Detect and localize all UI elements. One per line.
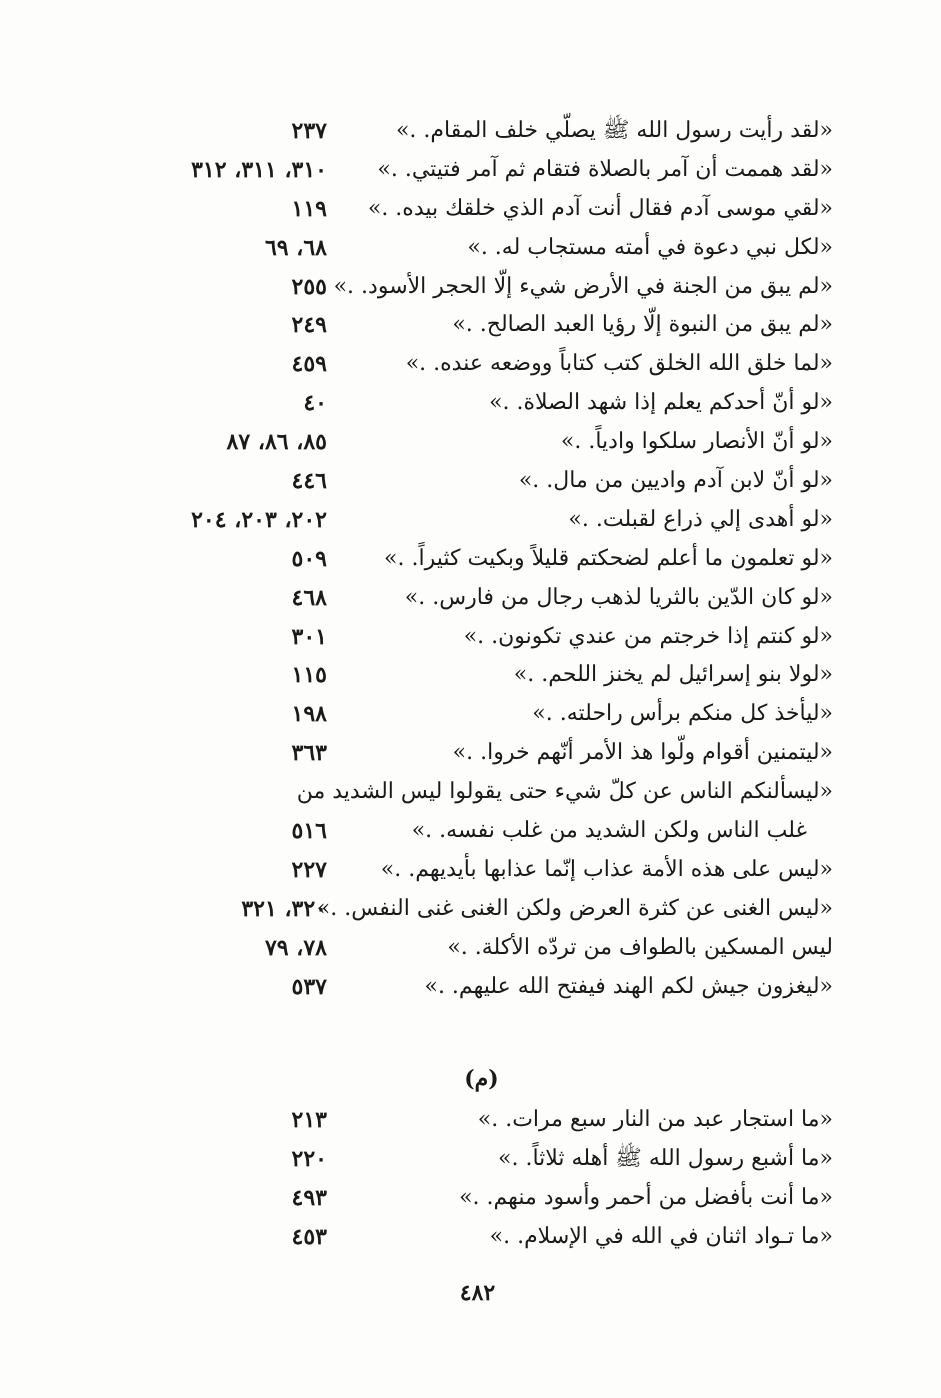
page-number <box>0 1280 941 1306</box>
index-entry <box>0 384 941 423</box>
page-references: ٤٤٦ <box>291 468 327 495</box>
section-heading-meem <box>0 1066 941 1092</box>
hadith-index-list-meem <box>0 1101 941 1257</box>
hadith-text: «لقي موسى آدم فقال أنت آدم الذي خلقك بيده. .» <box>367 195 833 221</box>
hadith-text-line2: غلب الناس ولكن الشديد من غلب نفسه. .» <box>411 818 807 844</box>
index-entry <box>0 890 941 929</box>
index-entry <box>0 656 941 695</box>
page-references: ٤٠ <box>303 390 327 417</box>
page-references: ٣٠١ <box>291 623 327 650</box>
hadith-text: «لما خلق الله الخلق كتب كتاباً ووضعه عنده. .» <box>405 351 833 377</box>
hadith-text: «ليتمنين أقوام ولّوا هذ الأمر أنّهم خروا. .» <box>452 740 833 766</box>
page-references: ٢٤٩ <box>291 312 327 339</box>
index-entry <box>0 112 941 151</box>
hadith-text: «لو أنّ لابن آدم واديين من مال. .» <box>518 468 833 494</box>
page-references: ٥٠٩ <box>291 545 327 572</box>
page-references: ٣٦٣ <box>291 740 327 767</box>
index-entry <box>0 1101 941 1140</box>
page-references: ٤٩٣ <box>291 1184 327 1211</box>
page-references: ٢٢٠ <box>291 1145 327 1172</box>
index-entry <box>0 306 941 345</box>
index-entry <box>0 695 941 734</box>
index-entry <box>0 1179 941 1218</box>
hadith-text: «لقد رأيت رسول الله ﷺ يصلّي خلف المقام. .» <box>395 118 833 143</box>
page-references: ٣١٠، ٣١١، ٣١٢ <box>191 156 327 183</box>
hadith-text: «لو أهدى إلي ذراع لقبلت. .» <box>568 506 833 532</box>
page-references: ٢٠٢، ٢٠٣، ٢٠٤ <box>191 506 327 533</box>
page-references: ١٩٨ <box>291 701 327 728</box>
hadith-text: ليس المسكين بالطواف من تردّه الأكلة. .» <box>447 934 833 960</box>
hadith-text: «لم يبق من الجنة في الأرض شيء إلّا الحجر الأسود. .» <box>333 273 833 299</box>
index-entry <box>0 462 941 501</box>
hadith-text: «لو كان الدّين بالثريا لذهب رجال من فارس. .» <box>404 584 833 610</box>
page-references: ٦٨، ٦٩ <box>264 234 327 261</box>
hadith-text: «ليس الغنى عن كثرة العرض ولكن الغنى غنى النفس. .» <box>316 895 833 921</box>
hadith-text: «لكل نبي دعوة في أمته مستجاب له. .» <box>467 234 833 260</box>
index-entry <box>0 540 941 579</box>
page-references: ٢٥٥ <box>291 273 327 300</box>
index-entry <box>0 229 941 268</box>
hadith-index-list-lam <box>0 112 941 1007</box>
hadith-text: «ليأخذ كل منكم برأس راحلته. .» <box>532 701 833 727</box>
page-references: ٣٢٠، ٣٢١ <box>241 895 327 922</box>
page-references: ١١٩ <box>291 195 327 222</box>
hadith-text: «لو تعلمون ما أعلم لضحكتم قليلاً وبكيت كثيراً. .» <box>384 545 833 571</box>
page-references: ٢٢٧ <box>291 856 327 883</box>
page-number-label: ٤٨٢ <box>459 1280 496 1306</box>
page-references: ٥٣٧ <box>291 973 327 1000</box>
hadith-text: «ما استجار عبد من النار سبع مرات. .» <box>477 1107 833 1132</box>
page-references: ٧٨، ٧٩ <box>264 934 327 961</box>
index-entry <box>0 929 941 968</box>
page-references: ٤٦٨ <box>291 584 327 611</box>
hadith-text: «لقد هممت أن آمر بالصلاة فتقام ثم آمر فتيتي. .» <box>377 156 833 182</box>
index-entry <box>0 579 941 618</box>
hadith-text: «ما تـواد اثنان في الله في الإسلام. .» <box>489 1223 833 1249</box>
hadith-text: «لو كنتم إذا خرجتم من عندي تكونون. .» <box>463 623 833 649</box>
hadith-text: «ليس على هذه الأمة عذاب إنّما عذابها بأيديهم. .» <box>380 856 833 882</box>
index-entry <box>0 268 941 307</box>
hadith-text: «لو أنّ أحدكم يعلم إذا شهد الصلاة. .» <box>489 390 833 416</box>
index-entry <box>0 190 941 229</box>
page-references: ٢٣٧ <box>291 118 327 144</box>
hadith-text: «ما أشبع رسول الله ﷺ أهله ثلاثاً. .» <box>498 1145 833 1171</box>
index-entry-two-line <box>0 773 941 851</box>
index-entry <box>0 151 941 190</box>
index-entry <box>0 618 941 657</box>
hadith-text: «لو أنّ الأنصار سلكوا وادياً. .» <box>560 429 833 455</box>
index-entry <box>0 423 941 462</box>
index-entry <box>0 851 941 890</box>
index-entry <box>0 734 941 773</box>
index-entry <box>0 1140 941 1179</box>
page-references: ١١٥ <box>291 662 327 689</box>
index-entry <box>0 345 941 384</box>
index-entry <box>0 501 941 540</box>
hadith-text: «ليغزون جيش لكم الهند فيفتح الله عليهم. .» <box>424 973 833 999</box>
hadith-text: «ما أنت بأفضل من أحمر وأسود منهم. .» <box>459 1184 833 1210</box>
page-references: ٢١٣ <box>291 1107 327 1133</box>
index-entry <box>0 1218 941 1257</box>
index-entry <box>0 968 941 1007</box>
page-references: ٤٥٣ <box>291 1223 327 1250</box>
hadith-text-line1: «ليسألنكم الناس عن كلّ شيء حتى يقولوا ليس الشديد من <box>296 779 833 805</box>
page-references: ٥١٦ <box>291 818 327 845</box>
page-references: ٨٥، ٨٦، ٨٧ <box>226 429 327 456</box>
section-heading-label: (م) <box>464 1066 499 1092</box>
hadith-text: «لم يبق من النبوة إلّا رؤيا العبد الصالح. .» <box>452 312 833 338</box>
page-references: ٤٥٩ <box>291 351 327 378</box>
hadith-text: «لولا بنو إسرائيل لم يخنز اللحم. .» <box>513 662 833 688</box>
